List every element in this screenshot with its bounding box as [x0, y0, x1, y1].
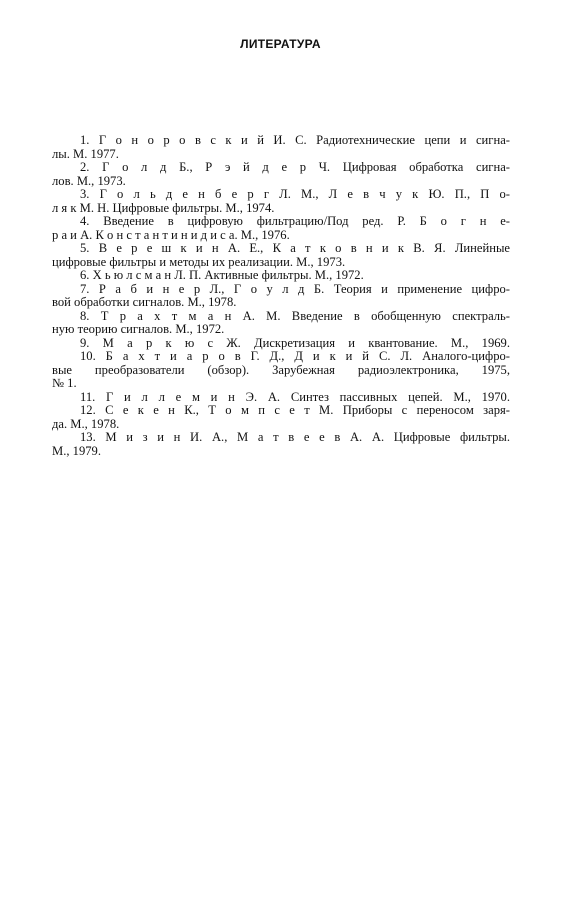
reference-line: лы. М. 1977.: [52, 147, 119, 161]
reference-line: 3. Г о л ь д е н б е р г Л. М., Л е в ч у к Ю. П., П о-: [80, 188, 510, 201]
reference-line: 2. Г о л д Б., Р э й д е р Ч. Цифровая обработка сигна-: [80, 161, 510, 174]
reference-line: М., 1979.: [52, 444, 101, 458]
reference-line: 10. Б а х т и а р о в Г. Д., Д и к и й С. Л. Аналого-цифро-: [80, 350, 510, 363]
reference-line: 1. Г о н о р о в с к и й И. С. Радиотехнические цепи и сигна-: [80, 134, 510, 147]
reference-line: 5. В е р е ш к и н А. Е., К а т к о в н и к В. Я. Линейные: [80, 242, 510, 255]
reference-list: [52, 134, 510, 458]
reference-line: вой обработки сигналов. М., 1978.: [52, 296, 237, 309]
reference-line: 9. М а р к ю с Ж. Дискретизация и квантование. М., 1969.: [80, 336, 510, 350]
reference-line: лов. М., 1973.: [52, 174, 126, 188]
reference-line: 4. Введение в цифровую фильтрацию/Под ред. Р. Б о г н е-: [80, 215, 510, 228]
reference-line: цифровые фильтры и методы их реализации. М., 1973.: [52, 255, 346, 269]
reference-line: 11. Г и л л е м и н Э. А. Синтез пассивных цепей. М., 1970.: [80, 390, 510, 404]
reference-line: 8. Т р а х т м а н А. М. Введение в обобщенную спектраль-: [80, 309, 510, 323]
reference-line: № 1.: [52, 377, 77, 390]
reference-line: 13. М и з и н И. А., М а т в е е в А. А. Цифровые фильтры.: [80, 431, 510, 444]
reference-line: 7. Р а б и н е р Л., Г о у л д Б. Теория и применение цифро-: [80, 282, 510, 296]
reference-line: да. М., 1978.: [52, 417, 120, 431]
reference-line: 12. С е к е н К., Т о м п с е т М. Приборы с переносом заря-: [80, 404, 510, 417]
reference-line: р а и А. К о н с т а н т и н и д и с а. М., 1976.: [52, 228, 290, 242]
reference-line: ную теорию сигналов. М., 1972.: [52, 323, 225, 336]
reference-line: л я к М. Н. Цифровые фильтры. М., 1974.: [52, 201, 275, 215]
page-heading: ЛИТЕРАТУРА: [240, 37, 321, 51]
reference-line: вые преобразователи (обзор). Зарубежная радиоэлектроника, 1975,: [52, 363, 510, 377]
reference-line: 6. Х ь ю л с м а н Л. П. Активные фильтры. М., 1972.: [80, 269, 364, 282]
